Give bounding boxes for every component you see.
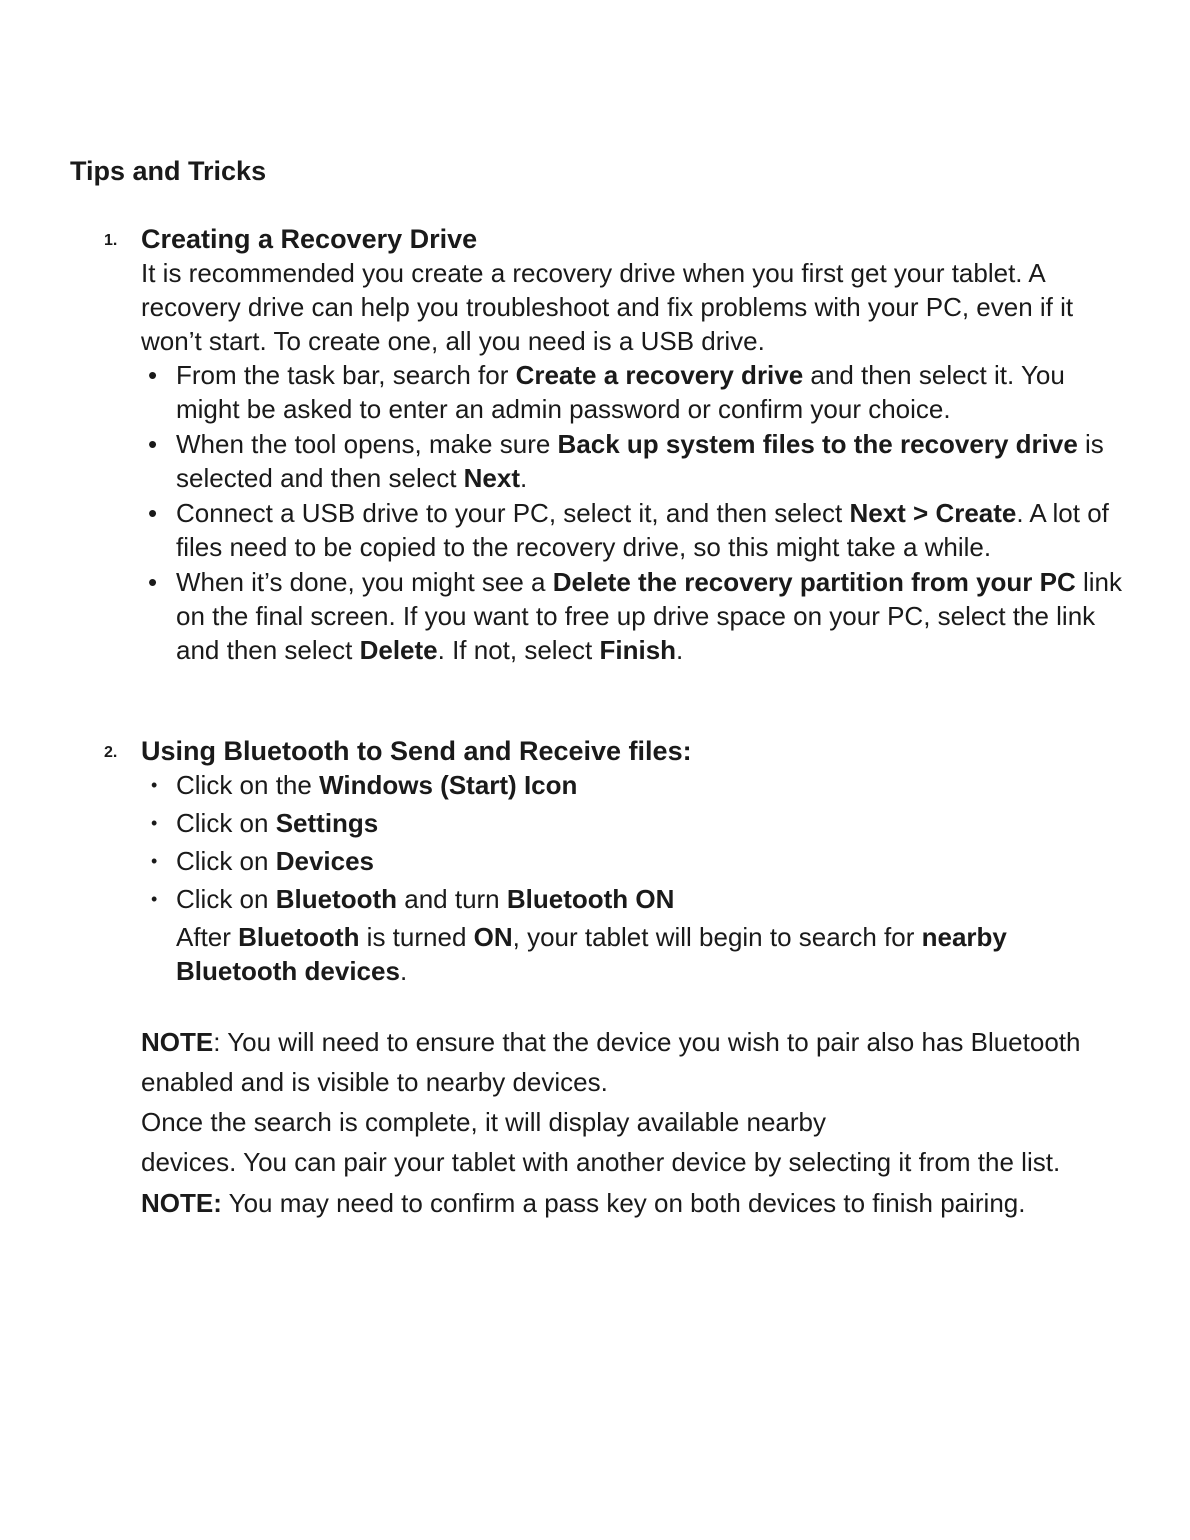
bullet-icon: • [151, 889, 158, 909]
para-bold-text: Bluetooth [238, 922, 360, 952]
item-bold-text: Settings [275, 808, 379, 838]
recovery-steps-list [104, 358, 1134, 667]
bullet-icon: • [148, 360, 158, 390]
item-text: Click on the [176, 770, 320, 800]
para-text: . [399, 956, 408, 986]
list-item [104, 768, 1134, 802]
note-paragraph [141, 1022, 1131, 1102]
item-bold-text: Back up system files to the recovery drive [557, 429, 1078, 459]
section-intro: It is recommended you create a recovery drive when you first get your tablet. A recovery drive can help you troubleshoot and fix problems with your PC, even if it won’t start. To create one, all you need is a USB drive. [141, 258, 1074, 356]
bullet-icon: • [148, 567, 158, 597]
item-text: Connect a USB drive to your PC, select it, and then select [176, 498, 850, 528]
item-text: . A lot of files need to be copied to the recovery drive, so this might take a while. [176, 498, 1109, 562]
item-text: From the task bar, search for [176, 360, 516, 390]
item-text: and turn [397, 884, 507, 914]
search-line-1: Once the search is complete, it will display available nearby [141, 1107, 827, 1137]
item-text: Click on [176, 808, 276, 838]
bluetooth-steps-list [104, 768, 1134, 916]
item-bold-text: Delete the recovery partition from your PC [552, 567, 1076, 597]
para-text: , your tablet will begin to search for [512, 922, 922, 952]
search-line-2: devices. You can pair your tablet with another device by selecting it from the list. [141, 1147, 1061, 1177]
item-text: . If not, select [437, 635, 600, 665]
section-recovery-drive [104, 222, 1134, 668]
bullet-icon: • [151, 813, 158, 833]
note-text: You may need to confirm a pass key on both devices to finish pairing. [221, 1188, 1026, 1218]
section-title: Using Bluetooth to Send and Receive files: [141, 736, 692, 766]
bluetooth-after-paragraph [176, 920, 1096, 988]
bullet-icon: • [148, 498, 158, 528]
note-label: NOTE [141, 1027, 214, 1057]
section-title: Creating a Recovery Drive [141, 224, 478, 254]
item-bold-text: Next [463, 463, 520, 493]
note-text: : You will need to ensure that the device you wish to pair also has Bluetooth enabled and is visible to nearby devices. [141, 1027, 1081, 1097]
page-heading: Tips and Tricks [70, 156, 267, 186]
para-text: is turned [359, 922, 474, 952]
item-text: link on the final screen. If you want to free up drive space on your PC, select the link and then select [176, 567, 1123, 665]
list-item [104, 806, 1134, 840]
notes-block [141, 1022, 1131, 1220]
section-header [104, 734, 1134, 768]
section-number: 1. [104, 232, 118, 249]
list-item [104, 358, 1134, 426]
list-item [104, 565, 1134, 667]
section-bluetooth [104, 734, 1134, 988]
para-bold-text: ON [473, 922, 513, 952]
item-bold-text: Create a recovery drive [515, 360, 804, 390]
item-bold-text: Windows (Start) Icon [319, 770, 578, 800]
para-bold-text: nearby Bluetooth devices [176, 922, 1007, 986]
list-item [104, 496, 1134, 564]
list-item [104, 882, 1134, 916]
bullet-icon: • [148, 429, 158, 459]
note-label: NOTE: [141, 1188, 222, 1218]
item-bold-text: Finish [599, 635, 677, 665]
item-text: and then select it. You might be asked to enter an admin password or confirm your choice. [176, 360, 1065, 424]
item-text: . [676, 635, 684, 665]
list-item [104, 427, 1134, 495]
item-text: Click on [176, 846, 276, 876]
item-bold-text: Delete [359, 635, 438, 665]
item-text: When it’s done, you might see a [176, 567, 553, 597]
item-bold-text: Next > Create [849, 498, 1017, 528]
section-number: 2. [104, 744, 118, 761]
bullet-icon: • [151, 851, 158, 871]
section-header [104, 222, 1134, 256]
item-bold-text: Bluetooth ON [506, 884, 675, 914]
list-item [104, 844, 1134, 878]
note-paragraph [141, 1186, 1131, 1220]
item-text: Click on [176, 884, 276, 914]
bullet-icon: • [151, 775, 158, 795]
item-text: . [520, 463, 528, 493]
item-bold-text: Bluetooth [275, 884, 398, 914]
item-bold-text: Devices [275, 846, 375, 876]
item-text: is selected and then select [176, 429, 1104, 493]
item-text: When the tool opens, make sure [176, 429, 558, 459]
para-text: After [176, 922, 239, 952]
